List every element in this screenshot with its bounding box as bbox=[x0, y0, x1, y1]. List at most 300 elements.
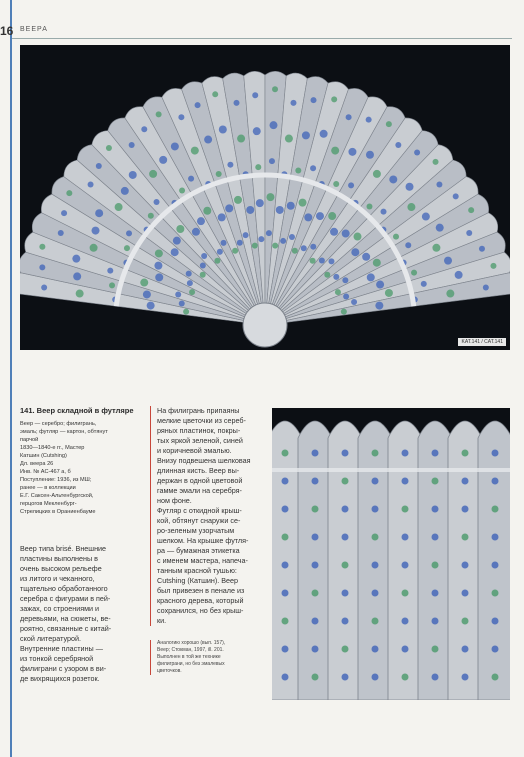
enamel-flower bbox=[342, 229, 350, 237]
enamel-flower bbox=[436, 181, 442, 187]
enamel-flower bbox=[179, 300, 185, 306]
detail-flower bbox=[342, 534, 349, 541]
catalog-text-line: роятно, связанные с китай- bbox=[20, 624, 112, 633]
description-text-line: Внизу подвешена шелковая bbox=[157, 456, 251, 465]
catalog-meta-line: герцогов Мекленбург- bbox=[20, 501, 77, 507]
detail-flower bbox=[432, 478, 439, 485]
enamel-flower bbox=[188, 176, 194, 182]
enamel-flower bbox=[468, 207, 474, 213]
detail-flower bbox=[312, 674, 319, 681]
detail-flower bbox=[312, 506, 319, 513]
detail-flower bbox=[282, 590, 289, 597]
detail-flower bbox=[282, 534, 289, 541]
enamel-flower bbox=[302, 131, 310, 139]
description-text-line: сохранился, но без крыш- bbox=[157, 606, 244, 615]
enamel-flower bbox=[348, 148, 356, 156]
description-column bbox=[150, 406, 262, 675]
enamel-flower bbox=[155, 249, 163, 257]
enamel-flower bbox=[342, 277, 348, 283]
detail-flower bbox=[372, 618, 379, 625]
enamel-flower bbox=[483, 285, 489, 291]
enamel-flower bbox=[195, 102, 201, 108]
detail-flower bbox=[282, 478, 289, 485]
enamel-flower bbox=[328, 258, 334, 264]
enamel-flower bbox=[421, 281, 427, 287]
catalog-meta-line: 1830—1840-е гг., Мастер bbox=[20, 445, 85, 451]
detail-flower bbox=[282, 618, 289, 625]
description-text-line: и коричневой эмалью. bbox=[157, 446, 232, 455]
description-text-line: шелком. На крышке футля- bbox=[157, 536, 249, 545]
enamel-flower bbox=[140, 279, 148, 287]
description-text-line: Cutshing (Катшин). Веер bbox=[157, 576, 238, 585]
enamel-flower bbox=[353, 233, 361, 241]
enamel-flower bbox=[141, 126, 147, 132]
enamel-flower bbox=[455, 271, 463, 279]
enamel-flower bbox=[149, 170, 157, 178]
enamel-flower bbox=[218, 213, 226, 221]
detail-flower bbox=[402, 562, 409, 569]
catalog-title: 141. Веер складной в футляре bbox=[20, 406, 134, 415]
catalog-meta-line: Веер — серебро; филигрань, bbox=[20, 421, 97, 427]
description-text-line: гамме эмали на серебря- bbox=[157, 486, 242, 495]
margin-line bbox=[10, 0, 12, 757]
enamel-flower bbox=[191, 147, 199, 155]
catalog-text-line: деревьями, на сюжеты, ве- bbox=[20, 614, 111, 623]
enamel-flower bbox=[197, 217, 205, 225]
enamel-flower bbox=[171, 248, 179, 256]
description-body bbox=[150, 406, 262, 626]
description-text-line: красного дерева, который bbox=[157, 596, 244, 605]
detail-flower bbox=[432, 562, 439, 569]
enamel-flower bbox=[147, 302, 155, 310]
enamel-flower bbox=[367, 273, 375, 281]
enamel-flower bbox=[154, 262, 162, 270]
enamel-flower bbox=[385, 289, 393, 297]
enamel-flower bbox=[272, 86, 278, 92]
enamel-flower bbox=[124, 245, 130, 251]
enamel-flower bbox=[351, 248, 359, 256]
detail-sticks bbox=[272, 421, 510, 700]
enamel-flower bbox=[203, 207, 211, 215]
detail-flower bbox=[432, 674, 439, 681]
enamel-flower bbox=[227, 162, 233, 168]
enamel-flower bbox=[414, 149, 420, 155]
detail-flower bbox=[372, 450, 379, 457]
catalog-meta-line: Дл. веера 26 bbox=[20, 461, 54, 467]
reference-line: Веер; Стокман, 1997, ill. 201. bbox=[157, 647, 224, 653]
detail-flower bbox=[282, 506, 289, 513]
detail-flower bbox=[402, 534, 409, 541]
detail-flower bbox=[402, 506, 409, 513]
enamel-flower bbox=[290, 100, 296, 106]
detail-flower bbox=[372, 534, 379, 541]
enamel-flower bbox=[343, 293, 349, 299]
detail-flower bbox=[372, 674, 379, 681]
enamel-flower bbox=[221, 240, 227, 246]
detail-flower bbox=[462, 562, 469, 569]
enamel-flower bbox=[129, 142, 135, 148]
fan-detail-photo bbox=[272, 408, 510, 700]
enamel-flower bbox=[422, 213, 430, 221]
detail-flower bbox=[402, 590, 409, 597]
enamel-flower bbox=[200, 263, 206, 269]
enamel-flower bbox=[154, 199, 160, 205]
detail-flower bbox=[342, 562, 349, 569]
detail-flower bbox=[372, 478, 379, 485]
detail-flower bbox=[462, 646, 469, 653]
enamel-flower bbox=[129, 171, 137, 179]
detail-flower bbox=[312, 618, 319, 625]
enamel-flower bbox=[331, 96, 337, 102]
enamel-flower bbox=[341, 309, 347, 315]
enamel-flower bbox=[258, 236, 264, 242]
detail-flower bbox=[432, 534, 439, 541]
detail-flower bbox=[462, 674, 469, 681]
enamel-flower bbox=[176, 225, 184, 233]
detail-flower bbox=[342, 618, 349, 625]
enamel-flower bbox=[39, 244, 45, 250]
description-text-line: длинная кисть. Веер вы- bbox=[157, 466, 240, 475]
detail-flower bbox=[492, 562, 499, 569]
enamel-flower bbox=[171, 142, 179, 150]
enamel-flower bbox=[126, 230, 132, 236]
enamel-flower bbox=[58, 230, 64, 236]
enamel-flower bbox=[433, 159, 439, 165]
enamel-flower bbox=[320, 130, 328, 138]
enamel-flower bbox=[301, 245, 307, 251]
enamel-flower bbox=[389, 175, 397, 183]
enamel-flower bbox=[266, 193, 274, 201]
detail-flower bbox=[282, 562, 289, 569]
enamel-flower bbox=[266, 230, 272, 236]
enamel-flower bbox=[292, 248, 298, 254]
catalog-meta-line: Инв. № AC-467 а, б bbox=[20, 469, 71, 475]
enamel-flower bbox=[490, 263, 496, 269]
enamel-flower bbox=[331, 147, 339, 155]
description-text-line: держан в одной цветовой bbox=[157, 476, 243, 485]
detail-stick bbox=[298, 421, 332, 700]
enamel-flower bbox=[178, 114, 184, 120]
enamel-flower bbox=[328, 212, 336, 220]
detail-flower bbox=[312, 478, 319, 485]
description-text-line: мелкие цветочки из сереб- bbox=[157, 416, 246, 425]
description-text-line: с именем мастера, напеча- bbox=[157, 556, 248, 565]
catalog-text-line: из литого и чеканного, bbox=[20, 574, 95, 583]
detail-stick bbox=[448, 421, 482, 700]
enamel-flower bbox=[330, 228, 338, 236]
page-number: 16 bbox=[0, 24, 14, 38]
enamel-flower bbox=[61, 210, 67, 216]
detail-stick bbox=[358, 421, 392, 700]
enamel-flower bbox=[66, 190, 72, 196]
catalog-text-line: тщательно обработанного bbox=[20, 584, 108, 593]
detail-stick bbox=[418, 421, 452, 700]
enamel-flower bbox=[107, 268, 113, 274]
enamel-flower bbox=[287, 202, 295, 210]
enamel-flower bbox=[319, 257, 325, 263]
enamel-flower bbox=[212, 91, 218, 97]
enamel-flower bbox=[285, 135, 293, 143]
catalog-text-line: ской литературой. bbox=[20, 634, 81, 643]
description-text-line: ном фоне. bbox=[157, 496, 192, 505]
enamel-flower bbox=[373, 259, 381, 267]
detail-flower bbox=[492, 674, 499, 681]
enamel-flower bbox=[348, 182, 354, 188]
detail-flower bbox=[432, 450, 439, 457]
enamel-flower bbox=[411, 270, 417, 276]
enamel-flower bbox=[280, 238, 286, 244]
reference-line: цветочков. bbox=[157, 668, 182, 674]
detail-flower bbox=[312, 534, 319, 541]
enamel-flower bbox=[155, 273, 163, 281]
detail-flower bbox=[342, 590, 349, 597]
detail-flower bbox=[342, 674, 349, 681]
description-text-line: кой, обтянут снаружи се- bbox=[157, 516, 241, 525]
enamel-flower bbox=[189, 289, 195, 295]
detail-flower bbox=[372, 646, 379, 653]
catalog-text-line: Веер типа brisé. Внешние bbox=[20, 544, 107, 553]
enamel-flower bbox=[333, 274, 339, 280]
catalog-meta-line: Поступление: 1936, из МШ; bbox=[20, 477, 92, 483]
description-text-line: ки. bbox=[157, 616, 167, 625]
enamel-flower bbox=[375, 302, 383, 310]
detail-flower bbox=[402, 450, 409, 457]
catalog-meta bbox=[20, 420, 140, 516]
fan-photo bbox=[20, 45, 510, 350]
enamel-flower bbox=[272, 243, 278, 249]
detail-stick bbox=[328, 421, 362, 700]
detail-flower bbox=[312, 562, 319, 569]
enamel-flower bbox=[214, 258, 220, 264]
catalog-text-line: серебра с фигурами в пей- bbox=[20, 594, 111, 603]
enamel-flower bbox=[88, 181, 94, 187]
detail-flower bbox=[432, 506, 439, 513]
enamel-flower bbox=[143, 290, 151, 298]
detail-flower bbox=[462, 506, 469, 513]
description-text-line: тых яркой зеленой, синей bbox=[157, 436, 243, 445]
detail-flower bbox=[282, 674, 289, 681]
enamel-flower bbox=[106, 145, 112, 151]
catalog-text-line: из тонкой серебряной bbox=[20, 654, 94, 663]
enamel-flower bbox=[376, 281, 384, 289]
enamel-flower bbox=[335, 289, 341, 295]
enamel-flower bbox=[175, 291, 181, 297]
description-text-line: был привезен в пенале из bbox=[157, 586, 245, 595]
enamel-flower bbox=[115, 203, 123, 211]
detail-flower bbox=[312, 646, 319, 653]
detail-flower bbox=[282, 646, 289, 653]
enamel-flower bbox=[444, 257, 452, 265]
detail-flower bbox=[492, 590, 499, 597]
catalog-meta-line: парчой bbox=[20, 437, 39, 443]
enamel-flower bbox=[39, 264, 45, 270]
catalog-text-line: очень высоком рельефе bbox=[20, 564, 102, 573]
catalog-meta-line: Катшин (Cutshing) bbox=[20, 453, 67, 459]
enamel-flower bbox=[255, 164, 261, 170]
fan-detail-illustration bbox=[272, 408, 510, 700]
enamel-flower bbox=[366, 203, 372, 209]
detail-flower bbox=[372, 506, 379, 513]
photo-tag: KAT.141 / CAT.141 bbox=[458, 338, 506, 346]
enamel-flower bbox=[407, 203, 415, 211]
enamel-flower bbox=[373, 170, 381, 178]
enamel-flower bbox=[252, 243, 258, 249]
catalog-meta-line: Стрелицких в Ораниенбауме bbox=[20, 509, 96, 515]
enamel-flower bbox=[72, 255, 80, 263]
section-title: ВЕЕРА bbox=[20, 26, 48, 33]
fan-sticks bbox=[20, 71, 510, 322]
description-text-line: ро-зеленым узорчатым bbox=[157, 526, 235, 535]
detail-flower bbox=[462, 450, 469, 457]
detail-flower bbox=[462, 590, 469, 597]
reference-line: Аналогию хорошо (вып. 157), bbox=[157, 640, 226, 646]
catalog-description bbox=[20, 544, 140, 684]
detail-flower bbox=[342, 506, 349, 513]
enamel-flower bbox=[304, 213, 312, 221]
detail-flower bbox=[432, 646, 439, 653]
description-text-line: танным красной тушью: bbox=[157, 566, 237, 575]
enamel-flower bbox=[446, 290, 454, 298]
enamel-flower bbox=[217, 249, 223, 255]
description-text-line: На филигрань припаяны bbox=[157, 406, 240, 415]
reference-line: филиграни, но без эмалевых bbox=[157, 661, 225, 667]
enamel-flower bbox=[234, 196, 242, 204]
enamel-flower bbox=[192, 228, 200, 236]
enamel-flower bbox=[246, 206, 254, 214]
enamel-flower bbox=[406, 183, 414, 191]
enamel-flower bbox=[109, 282, 115, 288]
enamel-flower bbox=[289, 234, 295, 240]
enamel-flower bbox=[269, 121, 277, 129]
enamel-flower bbox=[237, 135, 245, 143]
detail-flower bbox=[492, 618, 499, 625]
enamel-flower bbox=[256, 199, 264, 207]
enamel-flower bbox=[362, 253, 370, 261]
detail-flower bbox=[312, 590, 319, 597]
enamel-flower bbox=[121, 187, 129, 195]
enamel-flower bbox=[310, 258, 316, 264]
enamel-flower bbox=[316, 212, 324, 220]
detail-flower bbox=[402, 618, 409, 625]
enamel-flower bbox=[187, 280, 193, 286]
enamel-flower bbox=[299, 199, 307, 207]
enamel-flower bbox=[405, 242, 411, 248]
enamel-flower bbox=[96, 163, 102, 169]
enamel-flower bbox=[324, 272, 330, 278]
detail-flower bbox=[492, 478, 499, 485]
enamel-flower bbox=[366, 117, 372, 123]
enamel-flower bbox=[90, 244, 98, 252]
enamel-flower bbox=[183, 309, 189, 315]
detail-flower bbox=[402, 478, 409, 485]
enamel-flower bbox=[200, 272, 206, 278]
catalog-meta-line: ранее — в коллекции bbox=[20, 485, 76, 491]
detail-flower bbox=[372, 590, 379, 597]
enamel-flower bbox=[253, 127, 261, 135]
detail-flower bbox=[462, 478, 469, 485]
enamel-flower bbox=[453, 193, 459, 199]
detail-flower bbox=[462, 618, 469, 625]
header-rule bbox=[12, 38, 512, 39]
enamel-flower bbox=[381, 209, 387, 215]
reference-note bbox=[150, 640, 262, 675]
enamel-flower bbox=[276, 206, 284, 214]
enamel-flower bbox=[269, 158, 275, 164]
enamel-flower bbox=[310, 165, 316, 171]
enamel-flower bbox=[311, 97, 317, 103]
detail-ribbon bbox=[272, 468, 510, 472]
enamel-flower bbox=[156, 111, 162, 117]
enamel-flower bbox=[73, 272, 81, 280]
detail-flower bbox=[402, 646, 409, 653]
detail-flower bbox=[342, 450, 349, 457]
enamel-flower bbox=[232, 248, 238, 254]
detail-flower bbox=[492, 534, 499, 541]
enamel-flower bbox=[201, 253, 207, 259]
detail-flower bbox=[402, 674, 409, 681]
enamel-flower bbox=[95, 209, 103, 217]
catalog-meta-line: Е.Г. Саксен-Альтенбургской, bbox=[20, 493, 94, 499]
enamel-flower bbox=[76, 290, 84, 298]
detail-flower bbox=[492, 506, 499, 513]
catalog-text-line: Внутренние пластины — bbox=[20, 644, 103, 653]
enamel-flower bbox=[219, 125, 227, 133]
page-header bbox=[0, 24, 524, 38]
detail-flower bbox=[432, 618, 439, 625]
enamel-flower bbox=[295, 168, 301, 174]
detail-flower bbox=[432, 590, 439, 597]
enamel-flower bbox=[148, 213, 154, 219]
detail-stick bbox=[272, 421, 302, 700]
catalog-text-line: де вихрящихся розеток. bbox=[20, 674, 100, 683]
detail-flower bbox=[312, 450, 319, 457]
enamel-flower bbox=[333, 181, 339, 187]
enamel-flower bbox=[225, 204, 233, 212]
detail-flower bbox=[372, 562, 379, 569]
enamel-flower bbox=[234, 100, 240, 106]
detail-flower bbox=[462, 534, 469, 541]
enamel-flower bbox=[466, 230, 472, 236]
enamel-flower bbox=[252, 92, 258, 98]
enamel-flower bbox=[386, 121, 392, 127]
catalog-text-line: пластины выполнены в bbox=[20, 554, 98, 563]
enamel-flower bbox=[243, 232, 249, 238]
catalog-meta-line: эмаль; футляр — картон, обтянут bbox=[20, 429, 108, 435]
enamel-flower bbox=[92, 227, 100, 235]
detail-stick bbox=[388, 421, 422, 700]
fan-pivot bbox=[243, 303, 287, 347]
catalog-column bbox=[20, 406, 140, 516]
enamel-flower bbox=[351, 299, 357, 305]
enamel-flower bbox=[204, 136, 212, 144]
detail-flower bbox=[282, 450, 289, 457]
catalog-text-line: филиграни с узором в ви- bbox=[20, 664, 107, 673]
enamel-flower bbox=[310, 244, 316, 250]
enamel-flower bbox=[237, 240, 243, 246]
enamel-flower bbox=[395, 142, 401, 148]
fan-illustration bbox=[20, 45, 510, 350]
description-text-line: ряных пластинок, покры- bbox=[157, 426, 241, 435]
enamel-flower bbox=[432, 244, 440, 252]
enamel-flower bbox=[186, 271, 192, 277]
detail-flower bbox=[492, 450, 499, 457]
enamel-flower bbox=[479, 246, 485, 252]
detail-flower bbox=[342, 478, 349, 485]
reference-line: Выполнен в той же технике bbox=[157, 654, 221, 660]
enamel-flower bbox=[346, 114, 352, 120]
enamel-flower bbox=[173, 237, 181, 245]
enamel-flower bbox=[436, 224, 444, 232]
